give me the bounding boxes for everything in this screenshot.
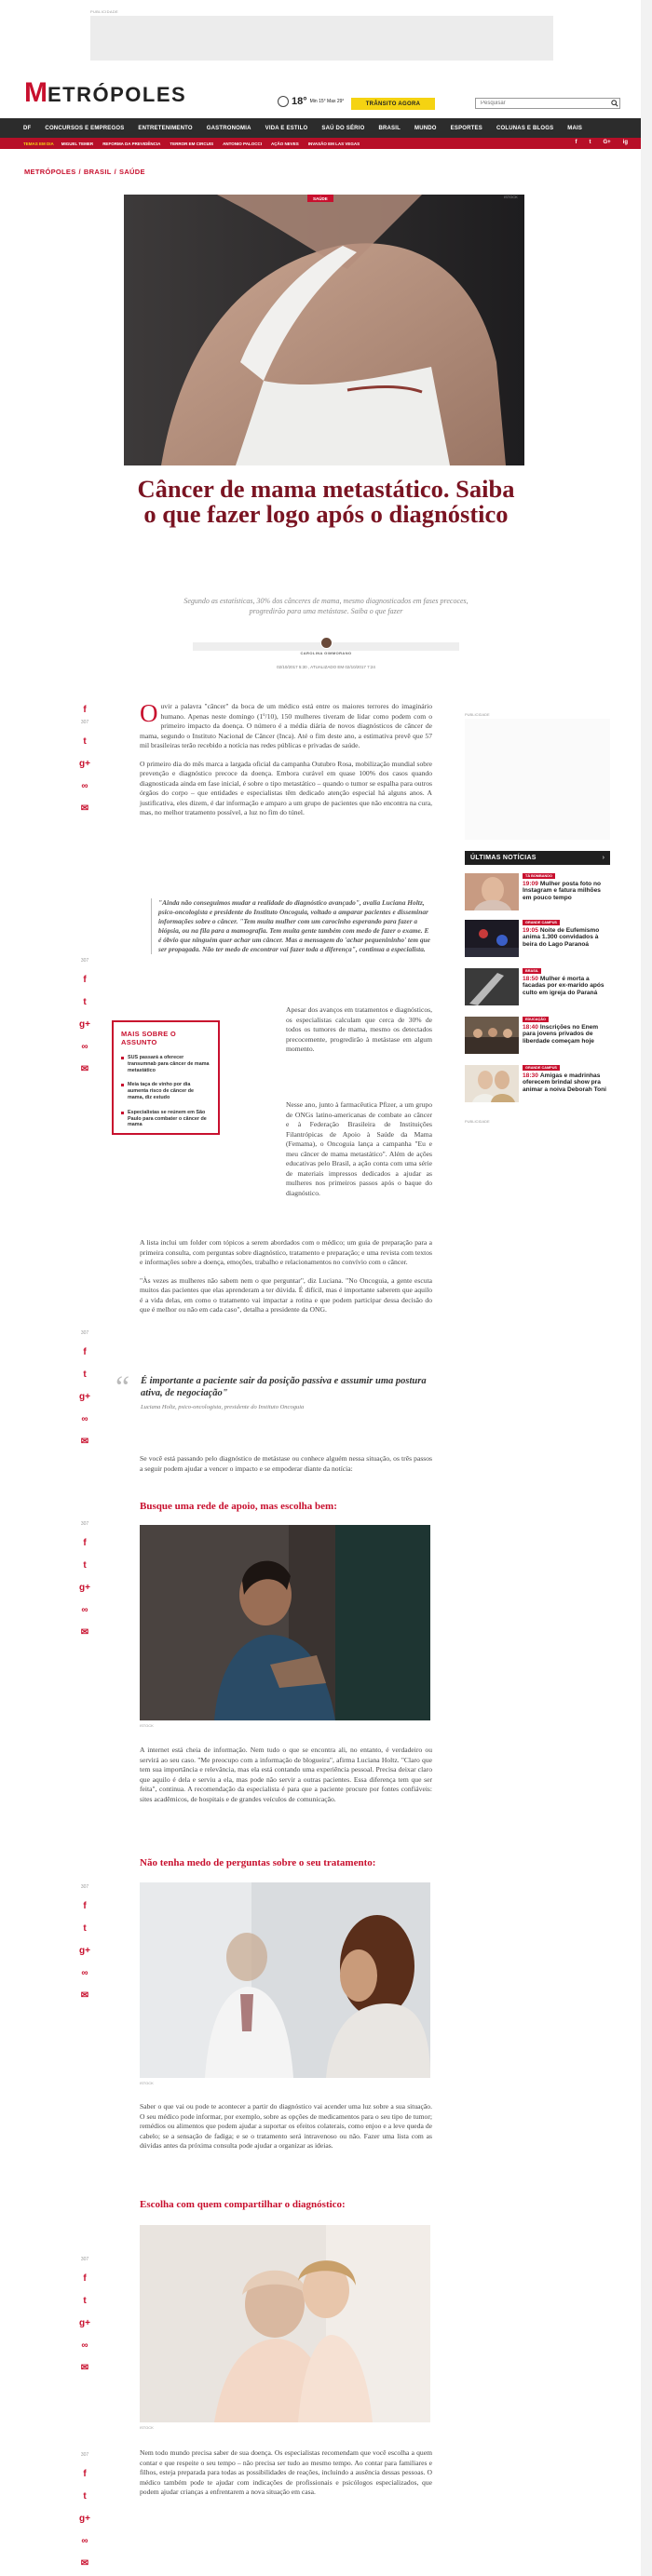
share-count: 307	[80, 1330, 89, 1336]
twitter-share-icon[interactable]: t	[83, 996, 87, 1007]
article-paragraph: Se você está passando pelo diagnóstico de metástase ou conhece alguém nessa situação, os três passos a seguir podem ajudar a vencer o impacto e se empoderar diante da notícia:	[140, 1454, 432, 1473]
article-lede: Segundo as estatísticas, 30% dos cânceres de mama, mesmo diagnosticados em fases precoces, progredirão para uma metástase. Saiba o que fazer	[183, 597, 469, 615]
news-headline[interactable]: 19:09 Mulher posta foto no Instagram e fatura milhões em pouco tempo	[523, 881, 602, 901]
share-bar	[75, 1330, 95, 1448]
author-avatar[interactable]	[320, 637, 333, 649]
article-paragraph: Apesar dos avanços em tratamentos e diagnósticos, os especialistas calculam que cerca de 30% de todos os tumores de mama, mesmo os detectados precocemente, progredirão à metástase em algum momento.	[286, 1005, 432, 1053]
search-box[interactable]	[475, 98, 620, 109]
article-photo	[140, 1882, 430, 2078]
article-paragraph: "Às vezes as mulheres não sabem nem o que perguntar", diz Luciana. "No Oncoguia, a gente escuta muitos das pacientes que elas aprenderam a ter dúvida. É difícil, mas é importante saberem que aquilo é a vida delas, em como o tratamento vai impactar a rotina e que podem participar dessa decisão do que é melhor ou não em cada caso", detalha a presidente da ONG.	[140, 1275, 432, 1314]
share-bar	[75, 2257, 95, 2374]
breadcrumb-item[interactable]: BRASIL	[83, 168, 112, 176]
related-box	[112, 1020, 220, 1135]
facebook-share-icon[interactable]: f	[83, 2273, 87, 2284]
pull-quote	[115, 1370, 432, 1411]
link-share-icon[interactable]: ∞	[81, 2340, 88, 2351]
section-subhead: Não tenha medo de perguntas sobre o seu tratamento:	[140, 1857, 376, 1868]
email-share-icon[interactable]: ✉	[80, 802, 89, 814]
news-category: TÁ BOMBANDO	[523, 873, 555, 879]
trending-item[interactable]: ANTONIO PALOCCI	[223, 141, 262, 146]
nav-item-more[interactable]: MAIS	[567, 125, 583, 131]
related-item[interactable]: Especialistas se reúnem em São Paulo para combater o câncer de mama	[121, 1110, 211, 1128]
trending-item[interactable]: AÇÃO NEVES	[270, 141, 299, 146]
news-thumbnail[interactable]	[465, 1065, 519, 1102]
site-logo[interactable]	[24, 76, 199, 110]
latest-news-item[interactable]	[465, 1017, 610, 1056]
article-body	[140, 1454, 432, 1482]
category-tag[interactable]: SAÚDE	[307, 195, 333, 202]
weather-minmax: Min 15° Max 29°	[309, 99, 345, 104]
pull-quote-source: Luciana Holtz, psico-oncologista, presidente do Instituto Oncoguia	[141, 1404, 305, 1410]
news-thumbnail[interactable]	[465, 873, 519, 910]
nav-item[interactable]: COLUNAS E BLOGS	[496, 125, 554, 131]
facebook-share-icon[interactable]: f	[83, 1900, 87, 1911]
news-category: EDUCAÇÃO	[523, 1017, 549, 1022]
byline	[193, 637, 459, 654]
nav-item[interactable]: GASTRONOMIA	[206, 125, 251, 131]
facebook-icon[interactable]: f	[575, 140, 577, 145]
weather-temperature: 18°	[292, 96, 307, 107]
nav-item[interactable]: CONCURSOS E EMPREGOS	[45, 125, 125, 131]
nav-item[interactable]: MUNDO	[414, 125, 437, 131]
section-subhead: Busque uma rede de apoio, mas escolha bem:	[140, 1501, 337, 1512]
latest-news-item[interactable]	[465, 920, 610, 959]
news-headline[interactable]: 18:50 Mulher é morta a facadas por ex-marido após culto em igreja do Paraná	[523, 976, 604, 996]
article-photo	[140, 2225, 430, 2422]
googleplus-share-icon[interactable]: g+	[79, 758, 90, 769]
twitter-share-icon[interactable]: t	[83, 2295, 87, 2306]
googleplus-share-icon[interactable]: g+	[79, 1582, 90, 1593]
trending-item[interactable]: MIGUEL TEMER	[61, 141, 94, 146]
article-body	[140, 2448, 432, 2506]
inline-quote: "Ainda não conseguimos mudar a realidade do diagnóstico avançado", avalia Luciana Holtz, psico-oncologista e presidente do Instituto Oncoguia, voltado a amparar pacientes e disseminar informações sobre o câncer. "Tem muita mulher com um carocinho esperando para fazer a biópsia, ou na fila para a mamografia. Tem muita gente também com medo de fazer o exame. E é óbvio que ninguém quer achar um câncer. Mas a mensagem do 'achar pequenininho' tem que ser propagada. Não ter medo de encontrar vai fazer toda a diferença", continua a especialista.	[151, 898, 430, 954]
sidebar-ad-label: PUBLICIDADE	[465, 712, 490, 717]
news-headline[interactable]: 19:05 Noite de Eufemismo anima 1.300 convidados à beira do Lago Paranoá	[523, 927, 600, 948]
email-share-icon[interactable]: ✉	[80, 2557, 89, 2569]
article-paragraph: A internet está cheia de informação. Nem tudo o que se encontra ali, no entanto, é verdadeiro ou servirá ao seu caso. "Me preocupo com a informação de blogueira", afirma Luciana Holtz. "Claro que tem sua importância e relevância, mas ela está contando uma experiência pessoal. Precisa deixar claro que aquilo é dela e serviu a ela, mas pode não servir a outras pacientes. Essa diferença tem que ser feita", continua. A recomendação da especialista é para que a paciente procure por fontes confiáveis: sites acadêmicos, de hospitais e de grandes veículos de comunicação.	[140, 1746, 432, 1803]
nav-item[interactable]: VIDA E ESTILO	[265, 125, 308, 131]
news-headline[interactable]: 18:40 Inscrições no Enem para jovens privados de liberdade começam hoje	[523, 1024, 599, 1045]
related-item[interactable]: Meia taça de vinho por dia aumenta risco de câncer de mama, diz estudo	[121, 1082, 211, 1100]
page-scrollbar[interactable]	[641, 0, 652, 2576]
trending-label: TEMAS EM DIA	[23, 141, 54, 146]
googleplus-icon[interactable]: G+	[603, 140, 611, 145]
latest-news-title: ÚLTIMAS NOTÍCIAS	[470, 855, 537, 861]
nav-item[interactable]: ESPORTES	[450, 125, 482, 131]
share-count: 307	[80, 958, 89, 964]
article-body	[286, 1100, 432, 1197]
instagram-icon[interactable]: ig	[622, 140, 628, 145]
news-thumbnail[interactable]	[465, 920, 519, 957]
share-bar	[75, 2452, 95, 2569]
hero-image	[124, 195, 524, 465]
link-share-icon[interactable]: ∞	[81, 1967, 88, 1978]
breadcrumb-item[interactable]: METRÓPOLES	[24, 168, 76, 176]
article-body	[286, 1005, 432, 1063]
trending-item[interactable]: INVASÃO EM LAS VEGAS	[307, 141, 360, 146]
related-title: MAIS SOBRE O ASSUNTO	[121, 1030, 177, 1046]
link-share-icon[interactable]: ∞	[81, 1041, 88, 1052]
sidebar-ad-label: PUBLICIDADE	[465, 1119, 490, 1124]
related-item[interactable]: SUS passará a oferecer transumnab para câncer de mama metastático	[121, 1055, 211, 1073]
nav-item[interactable]: DF	[23, 125, 32, 131]
twitter-share-icon[interactable]: t	[83, 735, 87, 747]
latest-news-header[interactable]	[465, 851, 610, 865]
email-share-icon[interactable]: ✉	[80, 2362, 89, 2373]
photo-credit: ISTOCK	[140, 2425, 154, 2430]
email-share-icon[interactable]: ✉	[80, 1436, 89, 1447]
article-paragraph: Nesse ano, junto à farmacêutica Pfizer, a um grupo de ONGs latino-americanas de combate ao câncer e à Federação Brasileira de Instituições Filantrópicas de Apoio à Saúde da Mama (Femama), o Oncoguia lança a campanha "Eu e meu câncer de mama metastático". Além de ações educativas pelo Brasil, a ação conta com uma série de materiais impressos dedicados a ajudar as mulheres nos primeiros passos após o baque do diagnóstico.	[286, 1100, 432, 1197]
link-share-icon[interactable]: ∞	[81, 2535, 88, 2546]
email-share-icon[interactable]: ✉	[80, 1989, 89, 2001]
email-share-icon[interactable]: ✉	[80, 1063, 89, 1074]
trending-item[interactable]: REFORMA DA PREVIDÊNCIA	[102, 141, 161, 146]
chevron-right-icon[interactable]: ›	[602, 855, 604, 861]
news-thumbnail[interactable]	[465, 968, 519, 1005]
article-body	[140, 1238, 432, 1324]
article-headline: Câncer de mama metastático. Saiba o que fazer logo após o diagnóstico	[137, 475, 515, 528]
article-photo	[140, 1525, 430, 1720]
news-category: BRASIL	[523, 968, 541, 974]
author-name[interactable]: CAROLINA GIMMORANO	[300, 651, 352, 655]
article-paragraph: O primeiro dia do mês marca a largada oficial da campanha Outubro Rosa, mobilização mundial sobre prevenção e diagnóstico precoce da doença. Embora curável em quase 100% dos casos quando diagnosticada ainda em fase inicial, é sobre o tipo metastático – quando o tumor se espalha para outros órgãos do corpo – que entidades e especialistas têm dedicado atenção especial há alguns anos. A justificativa, eles dizem, é dar informação e amparo a um grupo de pacientes que não encontra na cura, mas, no melhor tratamento possível, a luz no fim do túnel.	[140, 759, 432, 816]
googleplus-share-icon[interactable]: g+	[79, 1945, 90, 1956]
transit-now-button[interactable]: TRÂNSITO AGORA	[351, 98, 435, 110]
news-category: GRANDE CAMPUS	[523, 920, 560, 925]
share-bar	[75, 1521, 95, 1639]
share-bar	[75, 1884, 95, 2002]
article-body	[140, 1746, 432, 1813]
facebook-share-icon[interactable]: f	[83, 2468, 87, 2479]
share-bar	[75, 703, 95, 815]
link-share-icon[interactable]: ∞	[81, 1604, 88, 1615]
facebook-share-icon[interactable]: f	[83, 974, 87, 985]
twitter-share-icon[interactable]: t	[83, 1559, 87, 1571]
ad-label: PUBLICIDADE	[90, 9, 118, 14]
share-count: 307	[80, 2257, 89, 2262]
latest-news-item[interactable]	[465, 1065, 610, 1104]
article-body	[140, 699, 432, 827]
nav-item[interactable]: ENTRETENIMENTO	[138, 125, 193, 131]
article-body	[140, 2102, 432, 2160]
nav-item[interactable]: SAÚ DO SÉRIO	[321, 125, 365, 131]
photo-credit: ISTOCK	[504, 195, 518, 199]
photo-credit: ISTOCK	[140, 1723, 154, 1728]
share-count: 307	[80, 1521, 89, 1527]
search-input[interactable]	[476, 99, 610, 108]
search-icon[interactable]	[610, 99, 619, 108]
trending-bar	[0, 138, 652, 149]
googleplus-share-icon[interactable]: g+	[79, 1018, 90, 1030]
email-share-icon[interactable]: ✉	[80, 1626, 89, 1638]
ad-placeholder[interactable]	[90, 16, 553, 61]
trending-item[interactable]: TERROR EM CIRCUIS	[170, 141, 214, 146]
article-paragraph: A lista inclui um folder com tópicos a serem abordados com o médico; um guia de preparação para a primeira consulta, com perguntas sobre diagnóstico, tratamento e preparação; e uma revista com textos e informações sobre a doença, emoções, trabalho e relacionamentos no convívio com o câncer.	[140, 1238, 432, 1266]
twitter-share-icon[interactable]: t	[83, 1922, 87, 1934]
breadcrumb-item[interactable]: SAÚDE	[119, 168, 145, 176]
link-share-icon[interactable]: ∞	[81, 780, 88, 791]
share-count: 307	[80, 1884, 89, 1890]
news-thumbnail[interactable]	[465, 1017, 519, 1054]
googleplus-share-icon[interactable]: g+	[79, 2317, 90, 2328]
logo-wordmark: ETRÓPOLES	[48, 83, 187, 106]
article-paragraph: Saber o que vai ou pode te acontecer a partir do diagnóstico vai acender uma luz sobre a sua situação. O seu médico pode informar, por exemplo, sobre as opções de medicamentos para o seu tipo de tumor; remédios ou alimentos que podem ajudar a suportar os efeitos colaterais, como enjoo e a leve queda de cabelo; se a sensação de fadiga; e se o tratamento será intravenoso ou não. Fazer uma lista com as dúvidas antes da próxima consulta pode ajudar a organizar as ideias.	[140, 2102, 432, 2150]
photo-credit: ISTOCK	[140, 2081, 154, 2085]
news-headline[interactable]: 18:30 Amigas e madrinhas oferecem brindal show pra animar a noiva Deborah Toni	[523, 1072, 607, 1093]
googleplus-share-icon[interactable]: g+	[79, 2513, 90, 2524]
sun-icon	[278, 96, 289, 107]
article-paragraph: Ouvir a palavra "câncer" da boca de um médico está entre os maiores terrores do imaginário humano. Apenas neste domingo (1º/10), 150 mulheres tiveram de lidar como podem com o primeiro impacto da doença. O número é a média diária de novos diagnósticos de câncer de mama, segundo o Instituto Nacional de Câncer (Inca). Até o fim deste ano, a estimativa prevê que 57 mil brasileiras terão recebido a notícia nas redes públicas e privadas de saúde.	[140, 699, 432, 749]
weather-widget[interactable]	[278, 96, 344, 107]
share-count: 307	[80, 720, 89, 725]
link-share-icon[interactable]: ∞	[81, 1413, 88, 1424]
twitter-share-icon[interactable]: t	[83, 1369, 87, 1380]
news-category: GRANDE CAMPUS	[523, 1065, 560, 1071]
sidebar-ad-slot[interactable]	[465, 719, 610, 840]
latest-news-item[interactable]	[465, 873, 610, 912]
breadcrumb: METRÓPOLES / BRASIL / SAÚDE	[24, 168, 145, 176]
logo-initial: M	[24, 77, 48, 108]
twitter-icon[interactable]: t	[589, 140, 591, 145]
facebook-share-icon[interactable]: f	[83, 1346, 87, 1357]
main-nav	[0, 118, 652, 138]
share-count: 307	[80, 2452, 89, 2458]
pull-quote-text: É importante a paciente sair da posição passiva e assumir uma postura ativa, de negociação"	[141, 1376, 427, 1398]
facebook-share-icon[interactable]: f	[83, 704, 87, 715]
twitter-share-icon[interactable]: t	[83, 2490, 87, 2502]
top-ad-slot	[90, 9, 553, 61]
share-bar	[75, 958, 95, 1075]
article-paragraph: Nem todo mundo precisa saber de sua doença. Os especialistas recomendam que você escolha a quem contar e que respeite o seu tempo – não precisa ser tudo ao mesmo tempo. Ao contar para familiares e filhos, esteja preparada para todas as possibilidades de reações, incluindo a ausência dessas pessoas. O médico também pode te ajudar com indicações de profissionais e psicólogos especializados, que podem ajudar crianças a enfrentarem a nova situação em casa.	[140, 2448, 432, 2496]
section-subhead: Escolha com quem compartilhar o diagnóstico:	[140, 2199, 346, 2210]
publish-dates: 02/10/2017 5:30 , ATUALIZADO EM 02/10/2017 7:24	[277, 665, 375, 669]
googleplus-share-icon[interactable]: g+	[79, 1391, 90, 1402]
social-links	[575, 140, 628, 145]
nav-item[interactable]: BRASIL	[378, 125, 401, 131]
quote-mark-icon: “	[115, 1370, 130, 1405]
facebook-share-icon[interactable]: f	[83, 1537, 87, 1548]
drop-cap: O	[140, 699, 158, 727]
latest-news-item[interactable]	[465, 968, 610, 1007]
